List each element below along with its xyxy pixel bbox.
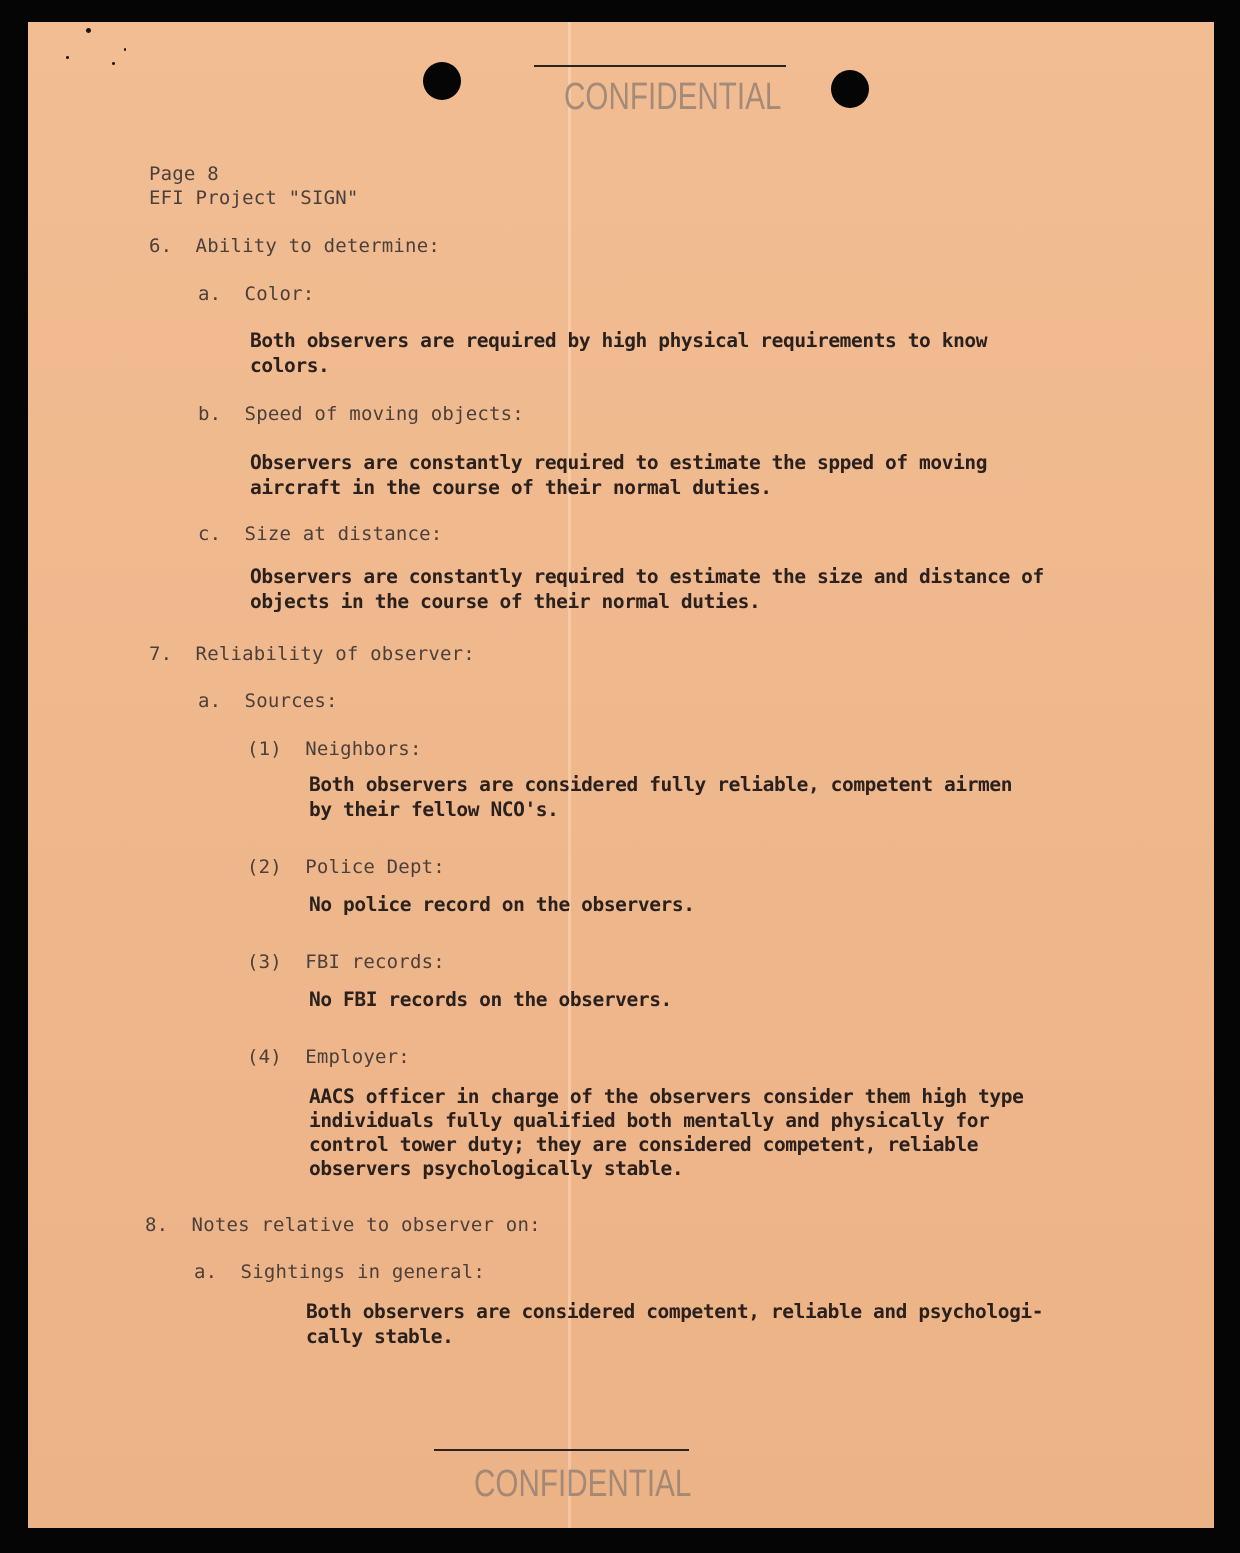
section-7a4-text: AACS officer in charge of the observers consider them high type — [309, 1085, 1024, 1108]
section-7a4-text: control tower duty; they are considered competent, reliable — [309, 1133, 979, 1156]
section-7a1-label: (1) Neighbors: — [247, 738, 422, 760]
section-6b-label: b. Speed of moving objects: — [198, 403, 524, 425]
document-page — [28, 22, 1214, 1528]
section-8a-label: a. Sightings in general: — [194, 1261, 485, 1283]
section-6-heading: 6. Ability to determine: — [149, 235, 440, 257]
section-8-heading: 8. Notes relative to observer on: — [145, 1214, 541, 1236]
classification-rule-top — [534, 65, 786, 67]
punch-hole-left — [423, 62, 461, 100]
section-7-heading: 7. Reliability of observer: — [149, 643, 475, 665]
section-7a3-text: No FBI records on the observers. — [309, 988, 672, 1011]
section-6a-label: a. Color: — [198, 283, 315, 305]
ink-speck — [112, 62, 115, 65]
section-7a1-text: Both observers are considered fully reliable, competent airmen — [309, 773, 1013, 796]
section-8a-text: Both observers are considered competent, reliable and psychologi- — [306, 1300, 1044, 1323]
classification-stamp-top: CONFIDENTIAL — [564, 76, 782, 118]
section-6b-text: aircraft in the course of their normal duties. — [250, 476, 772, 499]
section-6c-text: Observers are constantly required to estimate the size and distance of — [250, 565, 1044, 588]
section-7a1-text: by their fellow NCO's. — [309, 798, 559, 821]
punch-hole-right — [831, 70, 869, 108]
page-label: Page 8 — [149, 163, 219, 185]
section-7a4-label: (4) Employer: — [247, 1046, 410, 1068]
section-7a3-label: (3) FBI records: — [247, 951, 445, 973]
section-6b-text: Observers are constantly required to estimate the spped of moving — [250, 451, 988, 474]
section-8a-text: cally stable. — [306, 1325, 454, 1348]
classification-stamp-bottom: CONFIDENTIAL — [474, 1463, 692, 1505]
section-7a-label: a. Sources: — [198, 690, 338, 712]
ink-speck — [66, 56, 69, 59]
ink-speck — [86, 28, 91, 33]
ink-speck — [124, 48, 126, 51]
section-6c-label: c. Size at distance: — [198, 523, 443, 545]
section-6a-text: Both observers are required by high physical requirements to know — [250, 329, 988, 352]
section-6c-text: objects in the course of their normal duties. — [250, 590, 761, 613]
classification-rule-bottom — [434, 1449, 689, 1451]
section-7a4-text: individuals fully qualified both mentally and physically for — [309, 1109, 990, 1132]
section-7a4-text: observers psychologically stable. — [309, 1157, 684, 1180]
section-6a-text: colors. — [250, 354, 330, 377]
section-7a2-text: No police record on the observers. — [309, 893, 695, 916]
section-7a2-label: (2) Police Dept: — [247, 856, 445, 878]
project-label: EFI Project "SIGN" — [149, 187, 359, 209]
